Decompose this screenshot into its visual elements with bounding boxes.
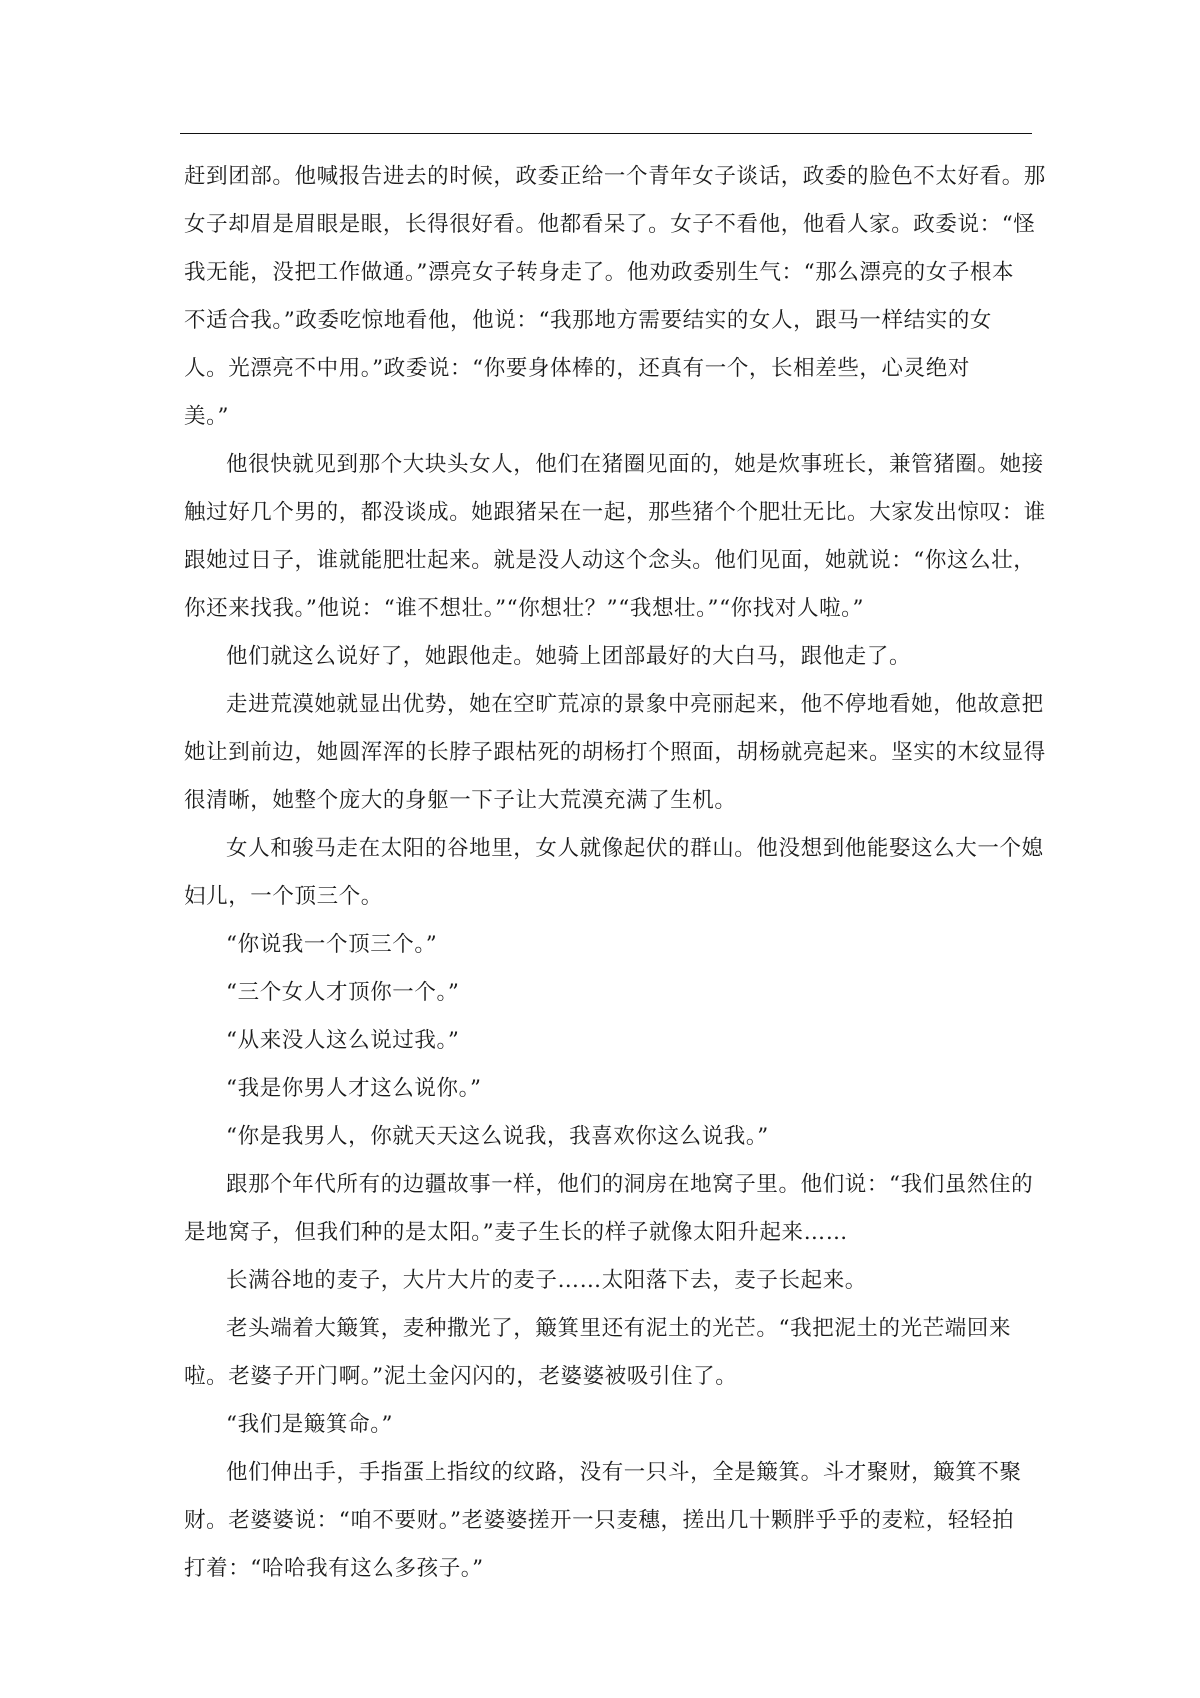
text-line: 赶到团部。他喊报告进去的时候，政委正给一个青年女子谈话，政委的脸色不太好看。那 [184,164,1046,189]
text-line: “我们是簸箕命。” [226,1412,394,1437]
text-line: 女子却眉是眉眼是眼，长得很好看。他都看呆了。女子不看他，他看人家。政委说：“怪 [184,212,1036,237]
text-line: 跟她过日子，谁就能肥壮起来。就是没人动这个念头。他们见面，她就说：“你这么壮， [184,548,1036,573]
text-line: 财。老婆婆说：“咱不要财。”老婆婆搓开一只麦穗，搓出几十颗胖乎乎的麦粒，轻轻拍 [184,1508,1015,1533]
text-line: 是地窝子，但我们种的是太阳。”麦子生长的样子就像太阳升起来…… [184,1220,848,1245]
text-line: 走进荒漠她就显出优势，她在空旷荒凉的景象中亮丽起来，他不停地看她，他故意把 [226,692,1044,717]
text-line: 美。” [184,404,230,429]
text-line: 妇儿，一个顶三个。 [184,884,383,909]
text-line: 跟那个年代所有的边疆故事一样，他们的洞房在地窝子里。他们说：“我们虽然住的 [226,1172,1034,1197]
text-line: 不适合我。”政委吃惊地看他，他说：“我那地方需要结实的女人，跟马一样结实的女 [184,308,993,333]
text-line: 他们伸出手，手指蛋上指纹的纹路，没有一只斗，全是簸箕。斗才聚财，簸箕不聚 [226,1460,1022,1485]
text-line: 他们就这么说好了，她跟他走。她骑上团部最好的大白马，跟他走了。 [226,644,912,669]
text-line: “我是你男人才这么说你。” [226,1076,482,1101]
text-line: 她让到前边，她圆浑浑的长脖子跟枯死的胡杨打个照面，胡杨就亮起来。坚实的木纹显得 [184,740,1046,765]
text-line: 啦。老婆子开门啊。”泥土金闪闪的，老婆婆被吸引住了。 [184,1364,738,1389]
document-body [184,153,1046,1593]
text-line: 人。光漂亮不中用。”政委说：“你要身体棒的，还真有一个，长相差些，心灵绝对 [184,356,970,381]
text-line: 打着：“哈哈我有这么多孩子。” [184,1556,484,1581]
text-line: 他很快就见到那个大块头女人，他们在猪圈见面的，她是炊事班长，兼管猪圈。她接 [226,452,1044,477]
text-line: “你是我男人，你就天天这么说我，我喜欢你这么说我。” [226,1124,769,1149]
text-line: “三个女人才顶你一个。” [226,980,460,1005]
text-line: 很清晰，她整个庞大的身躯一下子让大荒漠充满了生机。 [184,788,737,813]
text-line: “从来没人这么说过我。” [226,1028,460,1053]
text-line: 我无能，没把工作做通。”漂亮女子转身走了。他劝政委别生气：“那么漂亮的女子根本 [184,260,1015,285]
text-line: “你说我一个顶三个。” [226,932,438,957]
text-line: 女人和骏马走在太阳的谷地里，女人就像起伏的群山。他没想到他能娶这么大一个媳 [226,836,1044,861]
header-rule [180,133,1032,134]
text-line: 长满谷地的麦子，大片大片的麦子……太阳落下去，麦子长起来。 [226,1268,867,1293]
text-line: 触过好几个男的，都没谈成。她跟猪呆在一起，那些猪个个肥壮无比。大家发出惊叹：谁 [184,500,1046,525]
text-line: 你还来找我。”他说：“谁不想壮。”“你想壮？”“我想壮。”“你找对人啦。” [184,596,865,621]
text-line: 老头端着大簸箕，麦种撒光了，簸箕里还有泥土的光芒。“我把泥土的光芒端回来 [226,1316,1012,1341]
